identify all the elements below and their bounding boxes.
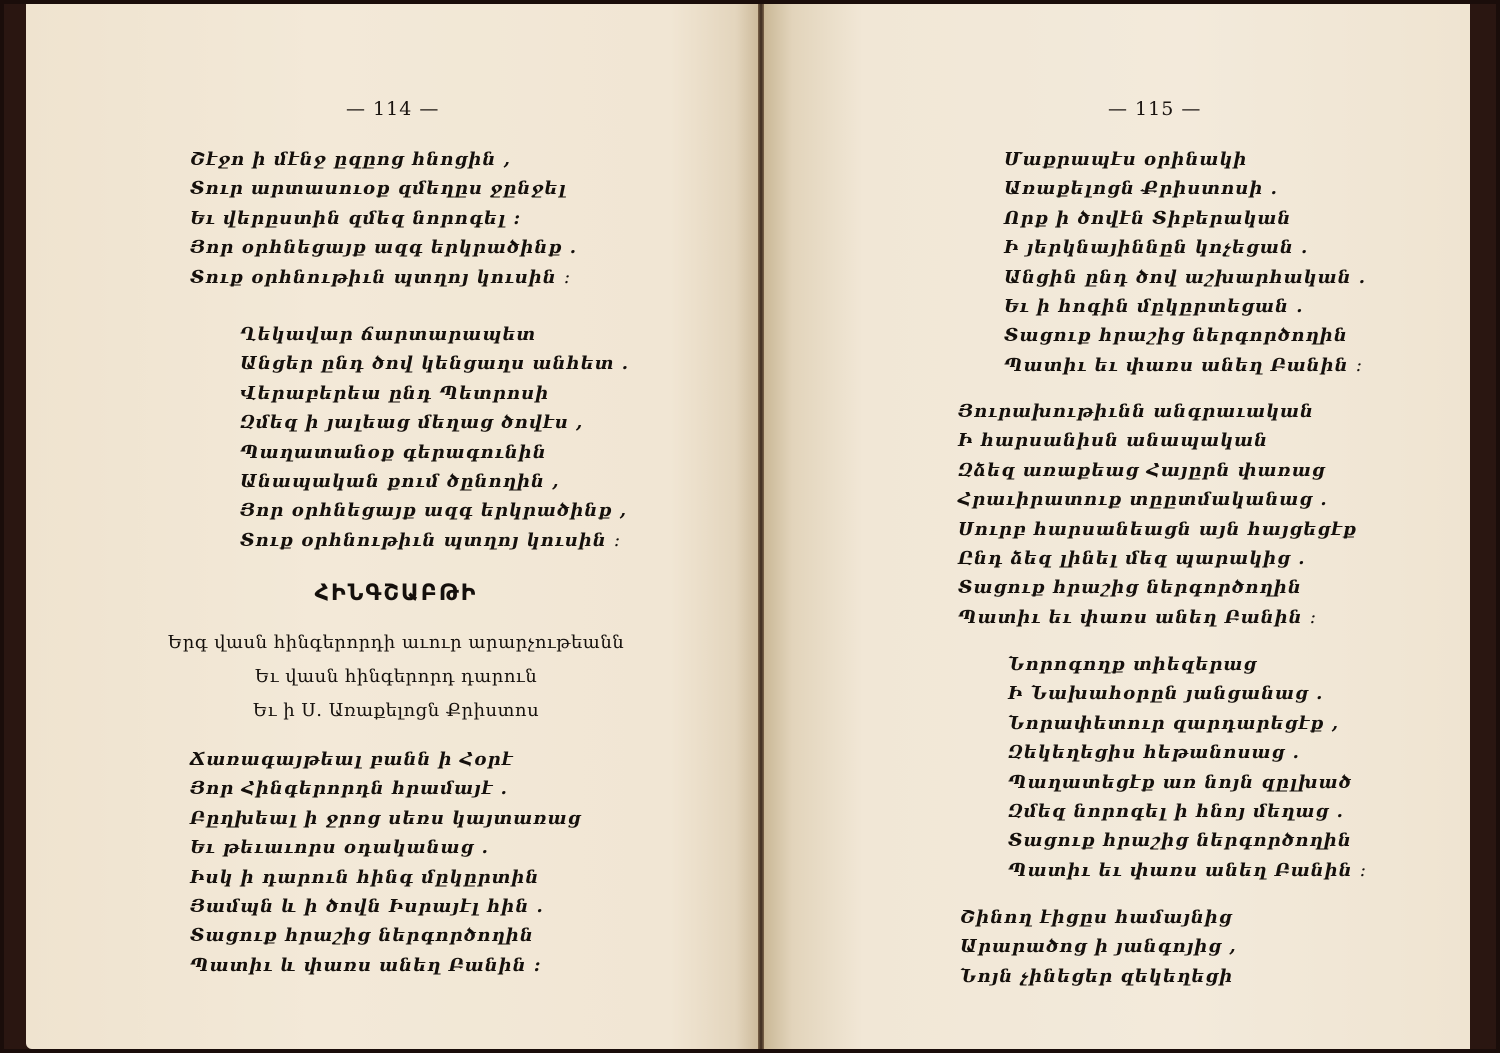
text-line: Եւ ի Ս. Առաքելոցն Քրիստոս	[252, 700, 540, 721]
text-line: Ճառագայթեալ բանն ի Հօրէ	[190, 749, 514, 770]
text-line: Պատիւ եւ փառս անեղ Բանին ։	[1004, 354, 1363, 376]
text-line: Շէջո ի մէնջ ըզըոց հնոցին ,	[190, 149, 511, 170]
text-line: Նորափետուր զարդարեցէք ,	[1008, 712, 1340, 734]
text-line: Յոր օրհնեցայք ազգ երկրածինք .	[190, 237, 578, 259]
text-line: Տացուք հրաշից ներգործողին	[190, 925, 534, 947]
text-line: Զմեզ նորոգել ի հնոյ մեղաց .	[1008, 801, 1344, 823]
text-line: Եւ վերըստին զմեզ նորոգել :	[190, 207, 522, 229]
text-line: Անցին ընդ ծով աշխարհական .	[1004, 266, 1367, 288]
text-line: Անապական քում ծընողին ,	[240, 471, 560, 493]
text-line: Իսկ ի դարուն հինգ մըկըրտին	[190, 866, 540, 888]
text-line: Եւ ի հոգին մըկըրտեցան .	[1004, 296, 1304, 318]
left-page	[26, 4, 758, 1049]
text-line: Երգ վասն հինգերորդի աւուր արարչութեանն	[167, 632, 625, 653]
section-heading: ՀԻՆԳՇԱԲԹԻ	[314, 581, 478, 606]
right-page	[764, 4, 1470, 1049]
section-subtitle	[166, 626, 626, 728]
text-line: Սուրբ հարսանեացն այն հայցեցէք	[958, 518, 1358, 540]
text-line: Տացուք հրաշից ներգործողին	[1004, 325, 1348, 347]
text-line: Առաքելոցն Քրիստոսի .	[1004, 178, 1278, 200]
right-stanza-3	[1008, 650, 1367, 885]
book-edge	[1470, 4, 1496, 1049]
text-line: Զմեզ ի յալեաց մեղաց ծովէս ,	[240, 412, 584, 434]
text-line: Պաղատանօք գերագունին	[240, 441, 547, 463]
text-line: Պաղատեցէք առ նոյն զըլխած	[1008, 771, 1353, 793]
right-stanza-2	[958, 397, 1357, 632]
text-line: Շինող էիցըս համայնից	[960, 907, 1233, 928]
text-line: Տացուք հրաշից ներգործողին	[1008, 830, 1352, 852]
page-number-115: — 115 —	[1108, 98, 1202, 120]
text-line: Տացուք հրաշից ներգործողին	[958, 577, 1302, 599]
text-line: Յոր Հինգերորդն հրամայէ .	[190, 778, 508, 800]
text-line: Յուրախութիւնն անգրաւական	[958, 401, 1314, 422]
text-line: Եւ թեւաւորս օդականաց .	[190, 837, 489, 859]
text-line: Արարածոց ի յանգոյից ,	[960, 936, 1237, 958]
text-line: Զձեզ առաքեաց Հայըրն փառաց	[958, 459, 1326, 481]
text-line: Ընդ ձեզ լինել մեզ պարակից .	[958, 548, 1306, 570]
text-line: Տուք օրհնութիւն պտղոյ կուսին ։	[190, 266, 572, 288]
left-stanza-2	[240, 320, 629, 555]
text-line: Ղեկավար ճարտարապետ	[240, 324, 537, 345]
text-line: Բըղխեալ ի ջրոց սեռս կայտառաց	[190, 807, 582, 829]
right-stanza-1	[1004, 145, 1366, 380]
text-line: Պատիւ եւ փառս անեղ Բանին ։	[958, 606, 1317, 628]
right-stanza-4	[960, 903, 1237, 991]
text-line: Տուք օրհնութիւն պտղոյ կուսին ։	[240, 529, 622, 551]
text-line: Եւ վասն հինգերորդ դարուն	[254, 666, 538, 687]
text-line: Որք ի ծովէն Տիբերական	[1004, 207, 1292, 229]
text-line: Նոյն չինեցեր զեկեղեցի	[960, 965, 1234, 987]
text-line: Ի հարսանիսն անապական	[958, 430, 1269, 452]
text-line: Հրաւիրատուք տըըտմականաց .	[958, 489, 1328, 511]
left-stanza-3	[190, 745, 581, 980]
text-line: Պատիւ եւ փառս անեղ Բանին ։	[1008, 859, 1367, 881]
text-line: Յամպն և ի ծովն Իսրայէլ հին .	[190, 896, 544, 918]
text-line: Անցեր ընդ ծով կենցաղս անհետ .	[240, 353, 630, 375]
text-line: Տուր արտասուօք զմեղըս ջընջել	[190, 178, 567, 200]
text-line: Մաքրապէս օրինակի	[1004, 149, 1248, 170]
book-spread	[4, 4, 1496, 1049]
left-stanza-1	[190, 145, 577, 292]
text-line: Յոր օրհնեցայք ազգ երկրածինք ,	[240, 500, 628, 522]
text-line: Զեկեղեցիս հեթանոսաց .	[1008, 742, 1300, 764]
page-number-114: — 114 —	[346, 98, 440, 120]
text-line: Նորոգողք տիեզերաց	[1008, 654, 1258, 675]
text-line: Պատիւ և փառս անեղ Բանին :	[190, 954, 542, 976]
text-line: Ի Նախահօրըն յանցանաց .	[1008, 683, 1324, 705]
text-line: Վերաբերեա ընդ Պետրոսի	[240, 382, 550, 404]
text-line: Ի յերկնայիննըն կոչեցան .	[1004, 237, 1309, 259]
